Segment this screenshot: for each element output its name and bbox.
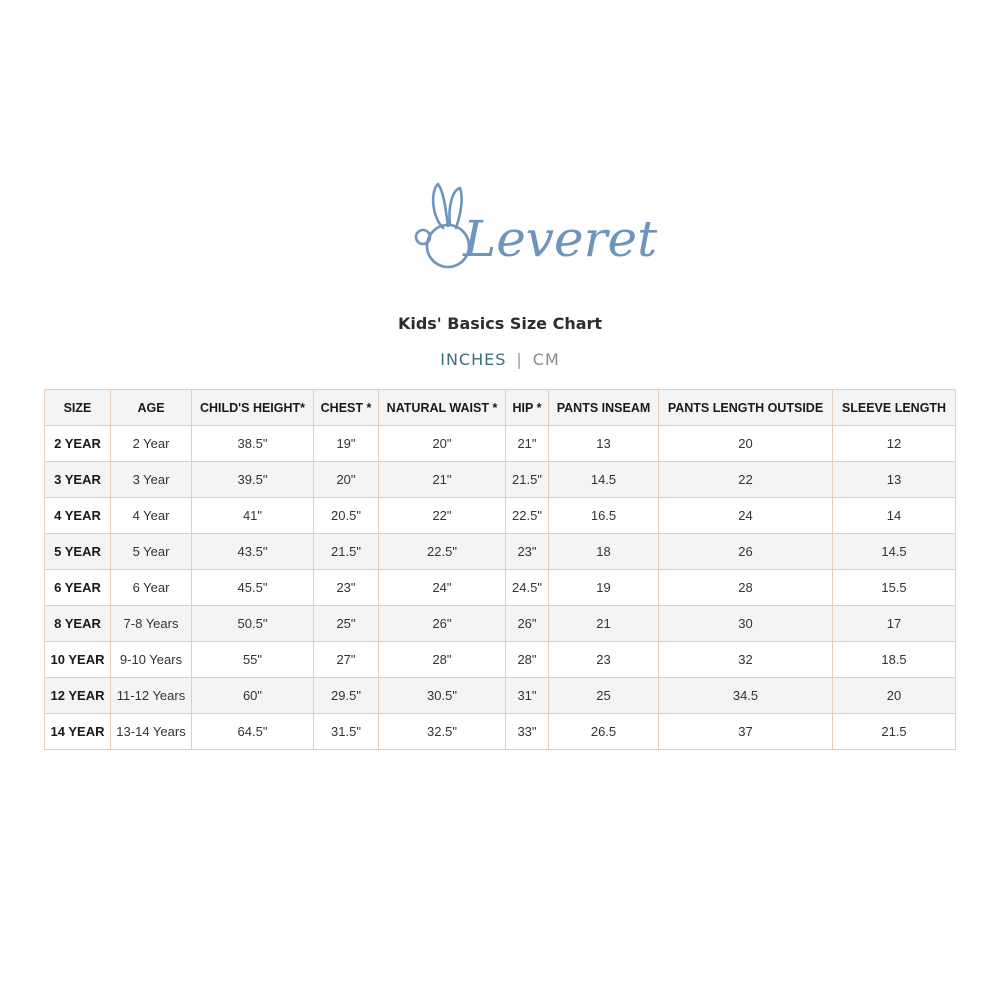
table-cell-childs-height: 45.5" [192,570,314,606]
table-row [45,714,956,750]
table-row [45,426,956,462]
table-cell-sleeve-length: 18.5 [833,642,956,678]
table-cell-pants-length-outside: 34.5 [659,678,833,714]
table-cell-age: 4 Year [111,498,192,534]
table-cell-size: 2 YEAR [45,426,111,462]
table-cell-size: 10 YEAR [45,642,111,678]
column-header-size: SIZE [45,390,111,426]
table-cell-pants-length-outside: 32 [659,642,833,678]
table-cell-age: 3 Year [111,462,192,498]
table-cell-sleeve-length: 15.5 [833,570,956,606]
table-cell-natural-waist: 28" [379,642,506,678]
table-cell-childs-height: 39.5" [192,462,314,498]
table-cell-childs-height: 64.5" [192,714,314,750]
table-cell-childs-height: 55" [192,642,314,678]
table-cell-age: 5 Year [111,534,192,570]
table-cell-natural-waist: 21" [379,462,506,498]
table-cell-size: 4 YEAR [45,498,111,534]
table-cell-hip: 21" [506,426,549,462]
table-cell-sleeve-length: 13 [833,462,956,498]
table-cell-chest: 23" [314,570,379,606]
table-cell-hip: 23" [506,534,549,570]
table-cell-pants-length-outside: 30 [659,606,833,642]
column-header-natural-waist: NATURAL WAIST * [379,390,506,426]
table-cell-pants-inseam: 21 [549,606,659,642]
table-cell-size: 12 YEAR [45,678,111,714]
size-chart-table [44,389,956,750]
table-cell-age: 6 Year [111,570,192,606]
table-cell-hip: 33" [506,714,549,750]
column-header-pants-inseam: PANTS INSEAM [549,390,659,426]
table-cell-hip: 22.5" [506,498,549,534]
table-cell-chest: 20.5" [314,498,379,534]
table-cell-sleeve-length: 14.5 [833,534,956,570]
table-cell-pants-length-outside: 20 [659,426,833,462]
table-cell-chest: 25" [314,606,379,642]
table-row [45,570,956,606]
table-cell-age: 2 Year [111,426,192,462]
table-row [45,534,956,570]
table-cell-childs-height: 50.5" [192,606,314,642]
leveret-logo [410,178,658,273]
table-cell-natural-waist: 24" [379,570,506,606]
table-cell-childs-height: 41" [192,498,314,534]
table-cell-pants-inseam: 23 [549,642,659,678]
table-cell-chest: 20" [314,462,379,498]
table-cell-pants-inseam: 26.5 [549,714,659,750]
table-cell-age: 9-10 Years [111,642,192,678]
unit-inches-tab[interactable]: INCHES [440,350,507,369]
bunny-logo-icon [410,178,658,273]
column-header-hip: HIP * [506,390,549,426]
table-cell-size: 14 YEAR [45,714,111,750]
table-cell-childs-height: 60" [192,678,314,714]
table-cell-hip: 31" [506,678,549,714]
table-cell-pants-inseam: 16.5 [549,498,659,534]
table-row [45,498,956,534]
table-cell-pants-inseam: 13 [549,426,659,462]
table-cell-sleeve-length: 17 [833,606,956,642]
table-cell-pants-length-outside: 26 [659,534,833,570]
unit-cm-tab[interactable]: CM [532,350,560,369]
table-cell-sleeve-length: 20 [833,678,956,714]
table-row [45,678,956,714]
table-cell-size: 6 YEAR [45,570,111,606]
table-cell-childs-height: 38.5" [192,426,314,462]
table-cell-size: 8 YEAR [45,606,111,642]
table-cell-sleeve-length: 21.5 [833,714,956,750]
table-cell-hip: 26" [506,606,549,642]
table-row [45,462,956,498]
table-cell-childs-height: 43.5" [192,534,314,570]
table-cell-age: 7-8 Years [111,606,192,642]
table-cell-pants-length-outside: 28 [659,570,833,606]
table-cell-size: 3 YEAR [45,462,111,498]
table-cell-natural-waist: 22.5" [379,534,506,570]
table-cell-natural-waist: 30.5" [379,678,506,714]
table-cell-hip: 21.5" [506,462,549,498]
table-cell-natural-waist: 32.5" [379,714,506,750]
column-header-age: AGE [111,390,192,426]
page-title: Kids' Basics Size Chart [397,314,603,333]
table-cell-hip: 24.5" [506,570,549,606]
table-cell-size: 5 YEAR [45,534,111,570]
table-cell-pants-inseam: 18 [549,534,659,570]
column-header-pants-length-outside: PANTS LENGTH OUTSIDE [659,390,833,426]
table-cell-age: 11-12 Years [111,678,192,714]
table-cell-natural-waist: 20" [379,426,506,462]
column-header-sleeve-length: SLEEVE LENGTH [833,390,956,426]
column-header-childs-height: CHILD'S HEIGHT* [192,390,314,426]
column-header-chest: CHEST * [314,390,379,426]
table-cell-pants-inseam: 25 [549,678,659,714]
unit-toggle [0,350,1000,369]
table-cell-sleeve-length: 12 [833,426,956,462]
table-body [45,426,956,750]
table-cell-pants-length-outside: 37 [659,714,833,750]
table-row [45,606,956,642]
unit-separator: | [516,350,523,369]
table-cell-natural-waist: 22" [379,498,506,534]
table-header-row [45,390,956,426]
table-cell-natural-waist: 26" [379,606,506,642]
table-row [45,642,956,678]
table-cell-age: 13-14 Years [111,714,192,750]
table-cell-pants-inseam: 19 [549,570,659,606]
table-cell-chest: 21.5" [314,534,379,570]
table-cell-chest: 27" [314,642,379,678]
table-cell-pants-inseam: 14.5 [549,462,659,498]
logo-wordmark: Leveret [463,210,658,268]
table-cell-hip: 28" [506,642,549,678]
table-cell-sleeve-length: 14 [833,498,956,534]
table-cell-chest: 29.5" [314,678,379,714]
table-cell-pants-length-outside: 22 [659,462,833,498]
table-cell-chest: 19" [314,426,379,462]
table-cell-pants-length-outside: 24 [659,498,833,534]
table-cell-chest: 31.5" [314,714,379,750]
